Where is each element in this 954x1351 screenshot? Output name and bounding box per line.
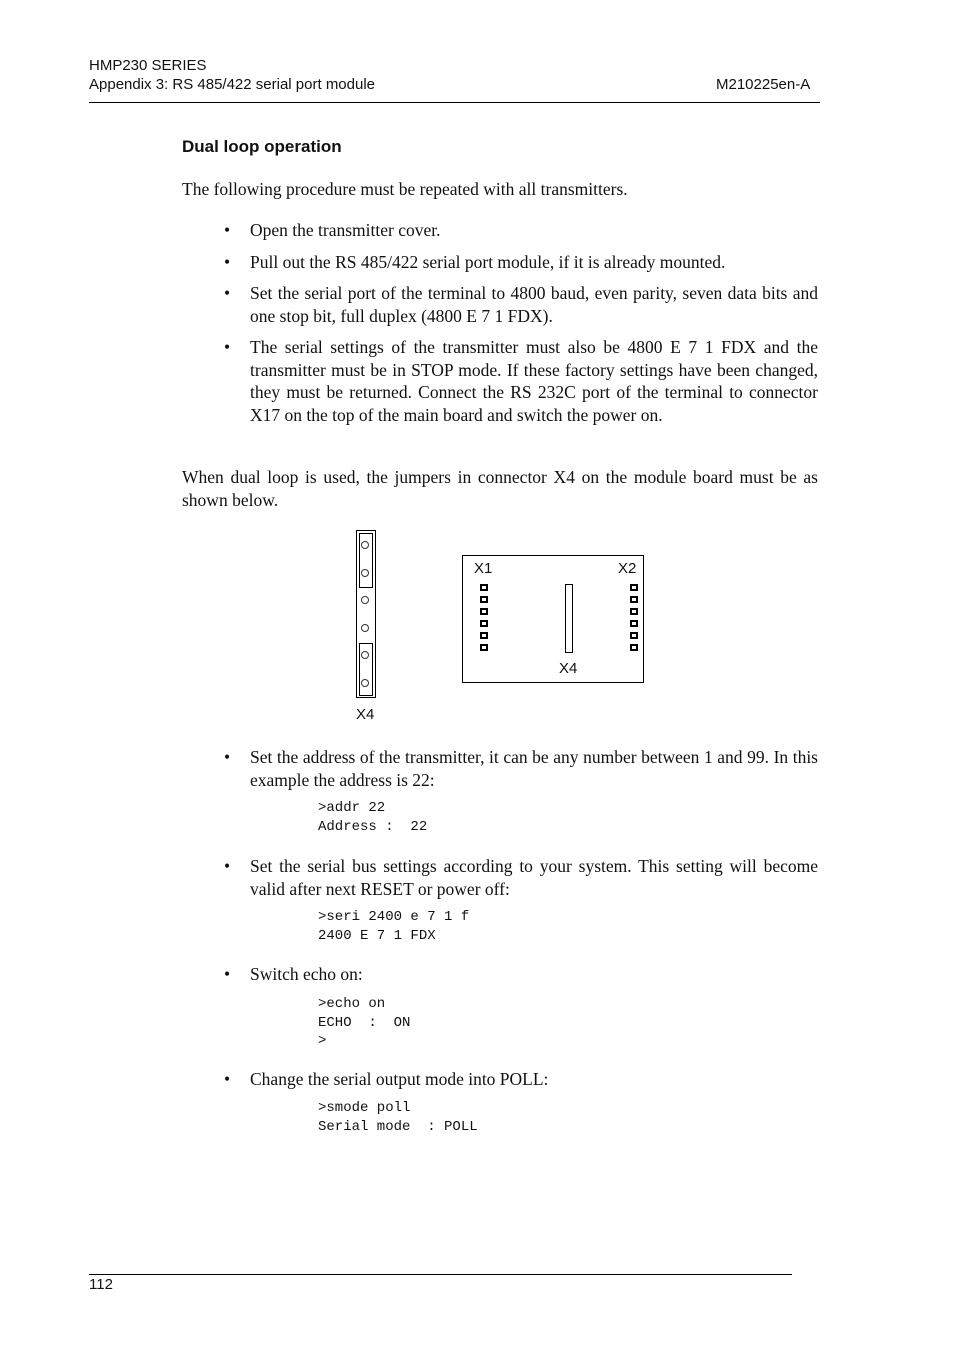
list-item-text: Switch echo on: — [250, 964, 363, 984]
code-block: >echo on ECHO : ON > — [318, 996, 411, 1049]
board-x4-label: X4 — [559, 660, 578, 677]
header-section: Appendix 3: RS 485/422 serial port module — [89, 76, 376, 93]
list-item-text: Change the serial output mode into POLL: — [250, 1069, 549, 1089]
list-item-text: Set the serial port of the terminal to 4800 baud, even parity, seven data bits and one stop bit, full duplex (4800 E 7 1 FDX). — [250, 283, 818, 326]
bullet-dot: • — [224, 856, 231, 876]
header-series: HMP230 SERIES — [89, 57, 207, 74]
header-rule — [89, 102, 820, 103]
code-block: >addr 22 Address : 22 — [318, 800, 428, 835]
code-block: >smode poll Serial mode : POLL — [318, 1100, 478, 1135]
list-item-text: Set the serial bus settings according to your system. This setting will become valid after next RESET or power off: — [250, 856, 818, 899]
list-item — [224, 251, 818, 274]
list-item — [224, 746, 818, 791]
x1-header — [480, 584, 488, 654]
list-item — [224, 1068, 818, 1091]
list-item-text: The serial settings of the transmitter must also be 4800 E 7 1 FDX and the transmitter must be in STOP mode. If these factory settings have been changed, they must be returned. Connect the RS 232C port of the terminal to connector X17 on the top of the main board and switch the power on. — [250, 337, 818, 425]
list-item — [224, 963, 818, 986]
module-board-diagram — [462, 555, 644, 683]
x1-label: X1 — [474, 560, 493, 577]
bullet-dot: • — [224, 283, 231, 303]
list-item-text: Set the address of the transmitter, it can be any number between 1 and 99. In this example the address is 22: — [250, 747, 818, 790]
list-item-text: Open the transmitter cover. — [250, 220, 441, 240]
bullet-dot: • — [224, 747, 231, 767]
pin-3 — [361, 596, 369, 604]
list-item — [224, 336, 818, 426]
pin-2 — [361, 569, 369, 577]
bullet-dot: • — [224, 220, 231, 240]
bullet-dot: • — [224, 337, 231, 357]
page-number: 112 — [89, 1276, 113, 1293]
pin-6 — [361, 679, 369, 687]
bullet-dot: • — [224, 252, 231, 272]
footer-rule — [89, 1274, 792, 1275]
x4-label: X4 — [356, 706, 375, 723]
x4-slot — [565, 584, 573, 653]
header-doc-code: M210225en-A — [716, 76, 811, 93]
section-heading: Dual loop operation — [182, 137, 342, 156]
list-item-text: Pull out the RS 485/422 serial port module, if it is already mounted. — [250, 252, 726, 272]
pin-1 — [361, 541, 369, 549]
pin-4 — [361, 624, 369, 632]
bullet-dot: • — [224, 1069, 231, 1089]
list-item — [224, 282, 818, 327]
pin-5 — [361, 651, 369, 659]
x2-header — [630, 584, 638, 654]
list-item — [224, 855, 818, 900]
jumper-paragraph: When dual loop is used, the jumpers in connector X4 on the module board must be as shown below. — [182, 467, 818, 510]
x4-connector-diagram — [356, 530, 376, 698]
x2-label: X2 — [618, 560, 637, 577]
code-block: >seri 2400 e 7 1 f 2400 E 7 1 FDX — [318, 909, 470, 944]
intro-paragraph: The following procedure must be repeated with all transmitters. — [182, 179, 628, 199]
list-item — [224, 219, 818, 242]
bullet-dot: • — [224, 964, 231, 984]
